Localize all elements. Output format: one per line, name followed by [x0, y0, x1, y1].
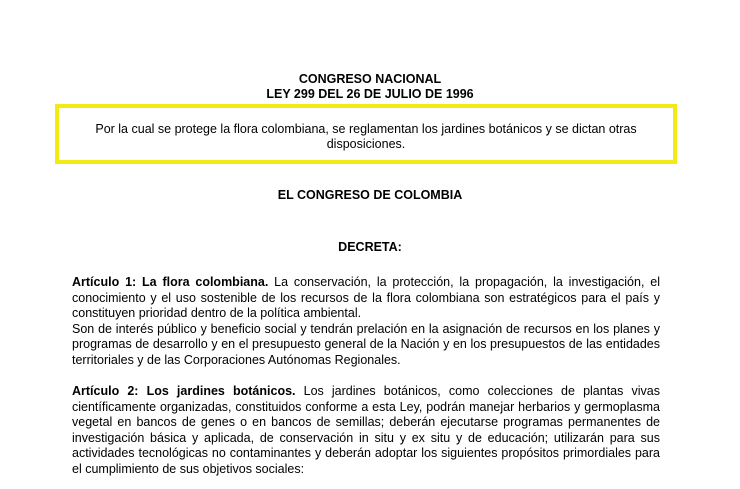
- highlighted-summary-box: [55, 104, 677, 164]
- decreta-heading: DECRETA:: [338, 240, 402, 254]
- article-2-paragraph-1: [72, 384, 660, 477]
- document-law-title: LEY 299 DEL 26 DE JULIO DE 1996: [266, 87, 474, 101]
- article-2-body-1: Los jardines botánicos, como colecciones de plantas vivas científicamente organizadas, constituidos conforme a esta Ley, podrán manejar herbarios y germoplasma vegetal en bancos de genes o en bancos de semillas; deberán ejecutarse programas permanentes de investigación básica y aplicada, de conservación in situ y ex situ y de educación; utilizarán para sus actividades tecnológicas no contaminantes y deberán adoptar los siguientes propósitos primordiales para el cumplimiento de sus objetivos sociales:: [72, 384, 660, 476]
- document-header-title: CONGRESO NACIONAL: [298, 72, 442, 86]
- article-2: [72, 384, 660, 477]
- article-1-title: Artículo 1: La flora colombiana.: [72, 275, 269, 289]
- congress-heading: EL CONGRESO DE COLOMBIA: [277, 188, 463, 202]
- law-summary-text: Por la cual se protege la flora colombiana, se reglamentan los jardines botánicos y se dictan otras disposiciones.: [95, 122, 637, 151]
- article-1-body-1: La conservación, la protección, la propagación, la investigación, el conocimiento y el uso sostenible de los recursos de la flora colombiana son estratégicos para el país y constituyen prioridad dentro de la política ambiental.: [72, 275, 660, 320]
- article-1: [72, 275, 660, 368]
- article-1-paragraph-2: Son de interés público y beneficio social y tendrán prelación en la asignación de recursos en los planes y programas de desarrollo y en el presupuesto general de la Nación y en los presupuestos de las entidades territoriales y de las Corporaciones Autónomas Regionales.: [72, 321, 660, 367]
- article-2-title: Artículo 2: Los jardines botánicos.: [72, 384, 296, 398]
- article-1-paragraph-1: [72, 275, 660, 322]
